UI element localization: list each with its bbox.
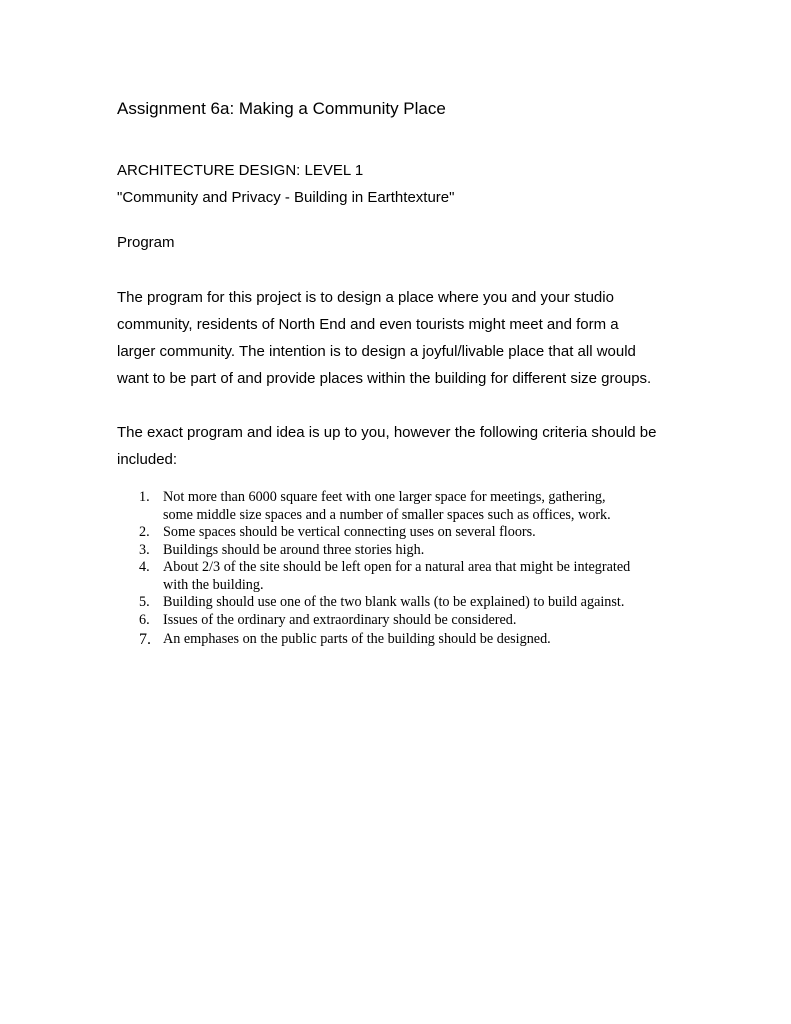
criteria-text: An emphases on the public parts of the building should be designed. [163, 631, 551, 647]
criteria-text: with the building. [163, 576, 264, 593]
criteria-text: Not more than 6000 square feet with one larger space for meetings, gathering, [163, 489, 606, 505]
criteria-text: Building should use one of the two blank walls (to be explained) to build against. [163, 594, 625, 610]
criteria-number: 3. [139, 541, 150, 558]
criteria-item [117, 524, 687, 542]
paragraph-line: larger community. The intention is to design a joyful/livable place that all would [117, 343, 636, 360]
paragraph-line: The exact program and idea is up to you, however the following criteria should be [117, 424, 657, 441]
paragraph-line: The program for this project is to design a place where you and your studio [117, 289, 614, 306]
criteria-number: 1. [139, 489, 150, 505]
paragraph-line: community, residents of North End and even tourists might meet and form a [117, 316, 619, 333]
criteria-number: 7. [139, 631, 151, 648]
criteria-number: 4. [139, 559, 150, 575]
criteria-item [117, 559, 687, 594]
document-title: Assignment 6a: Making a Community Place [117, 99, 446, 118]
criteria-number: 2. [139, 524, 150, 540]
criteria-item [117, 489, 687, 524]
criteria-intro-paragraph [117, 419, 687, 473]
criteria-item [117, 594, 687, 612]
criteria-item [117, 631, 687, 649]
criteria-text: Some spaces should be vertical connecting uses on several floors. [163, 524, 536, 540]
criteria-text: Issues of the ordinary and extraordinary should be considered. [163, 611, 517, 628]
criteria-text: some middle size spaces and a number of smaller spaces such as offices, work. [163, 506, 611, 523]
paragraph-line: want to be part of and provide places within the building for different size groups. [117, 370, 652, 387]
paragraph-line: included: [117, 451, 178, 468]
criteria-number: 6. [139, 611, 150, 628]
project-subtitle: "Community and Privacy - Building in Earthtexture" [117, 189, 455, 206]
criteria-number: 5. [139, 594, 150, 610]
criteria-list [117, 489, 687, 649]
program-paragraph [117, 284, 687, 392]
criteria-item [117, 542, 687, 560]
criteria-text: Buildings should be around three stories high. [163, 541, 425, 558]
criteria-text: About 2/3 of the site should be left open for a natural area that might be integrated [163, 559, 631, 575]
course-name: ARCHITECTURE DESIGN: LEVEL 1 [117, 162, 364, 179]
section-heading-program: Program [117, 234, 175, 251]
criteria-item [117, 612, 687, 630]
